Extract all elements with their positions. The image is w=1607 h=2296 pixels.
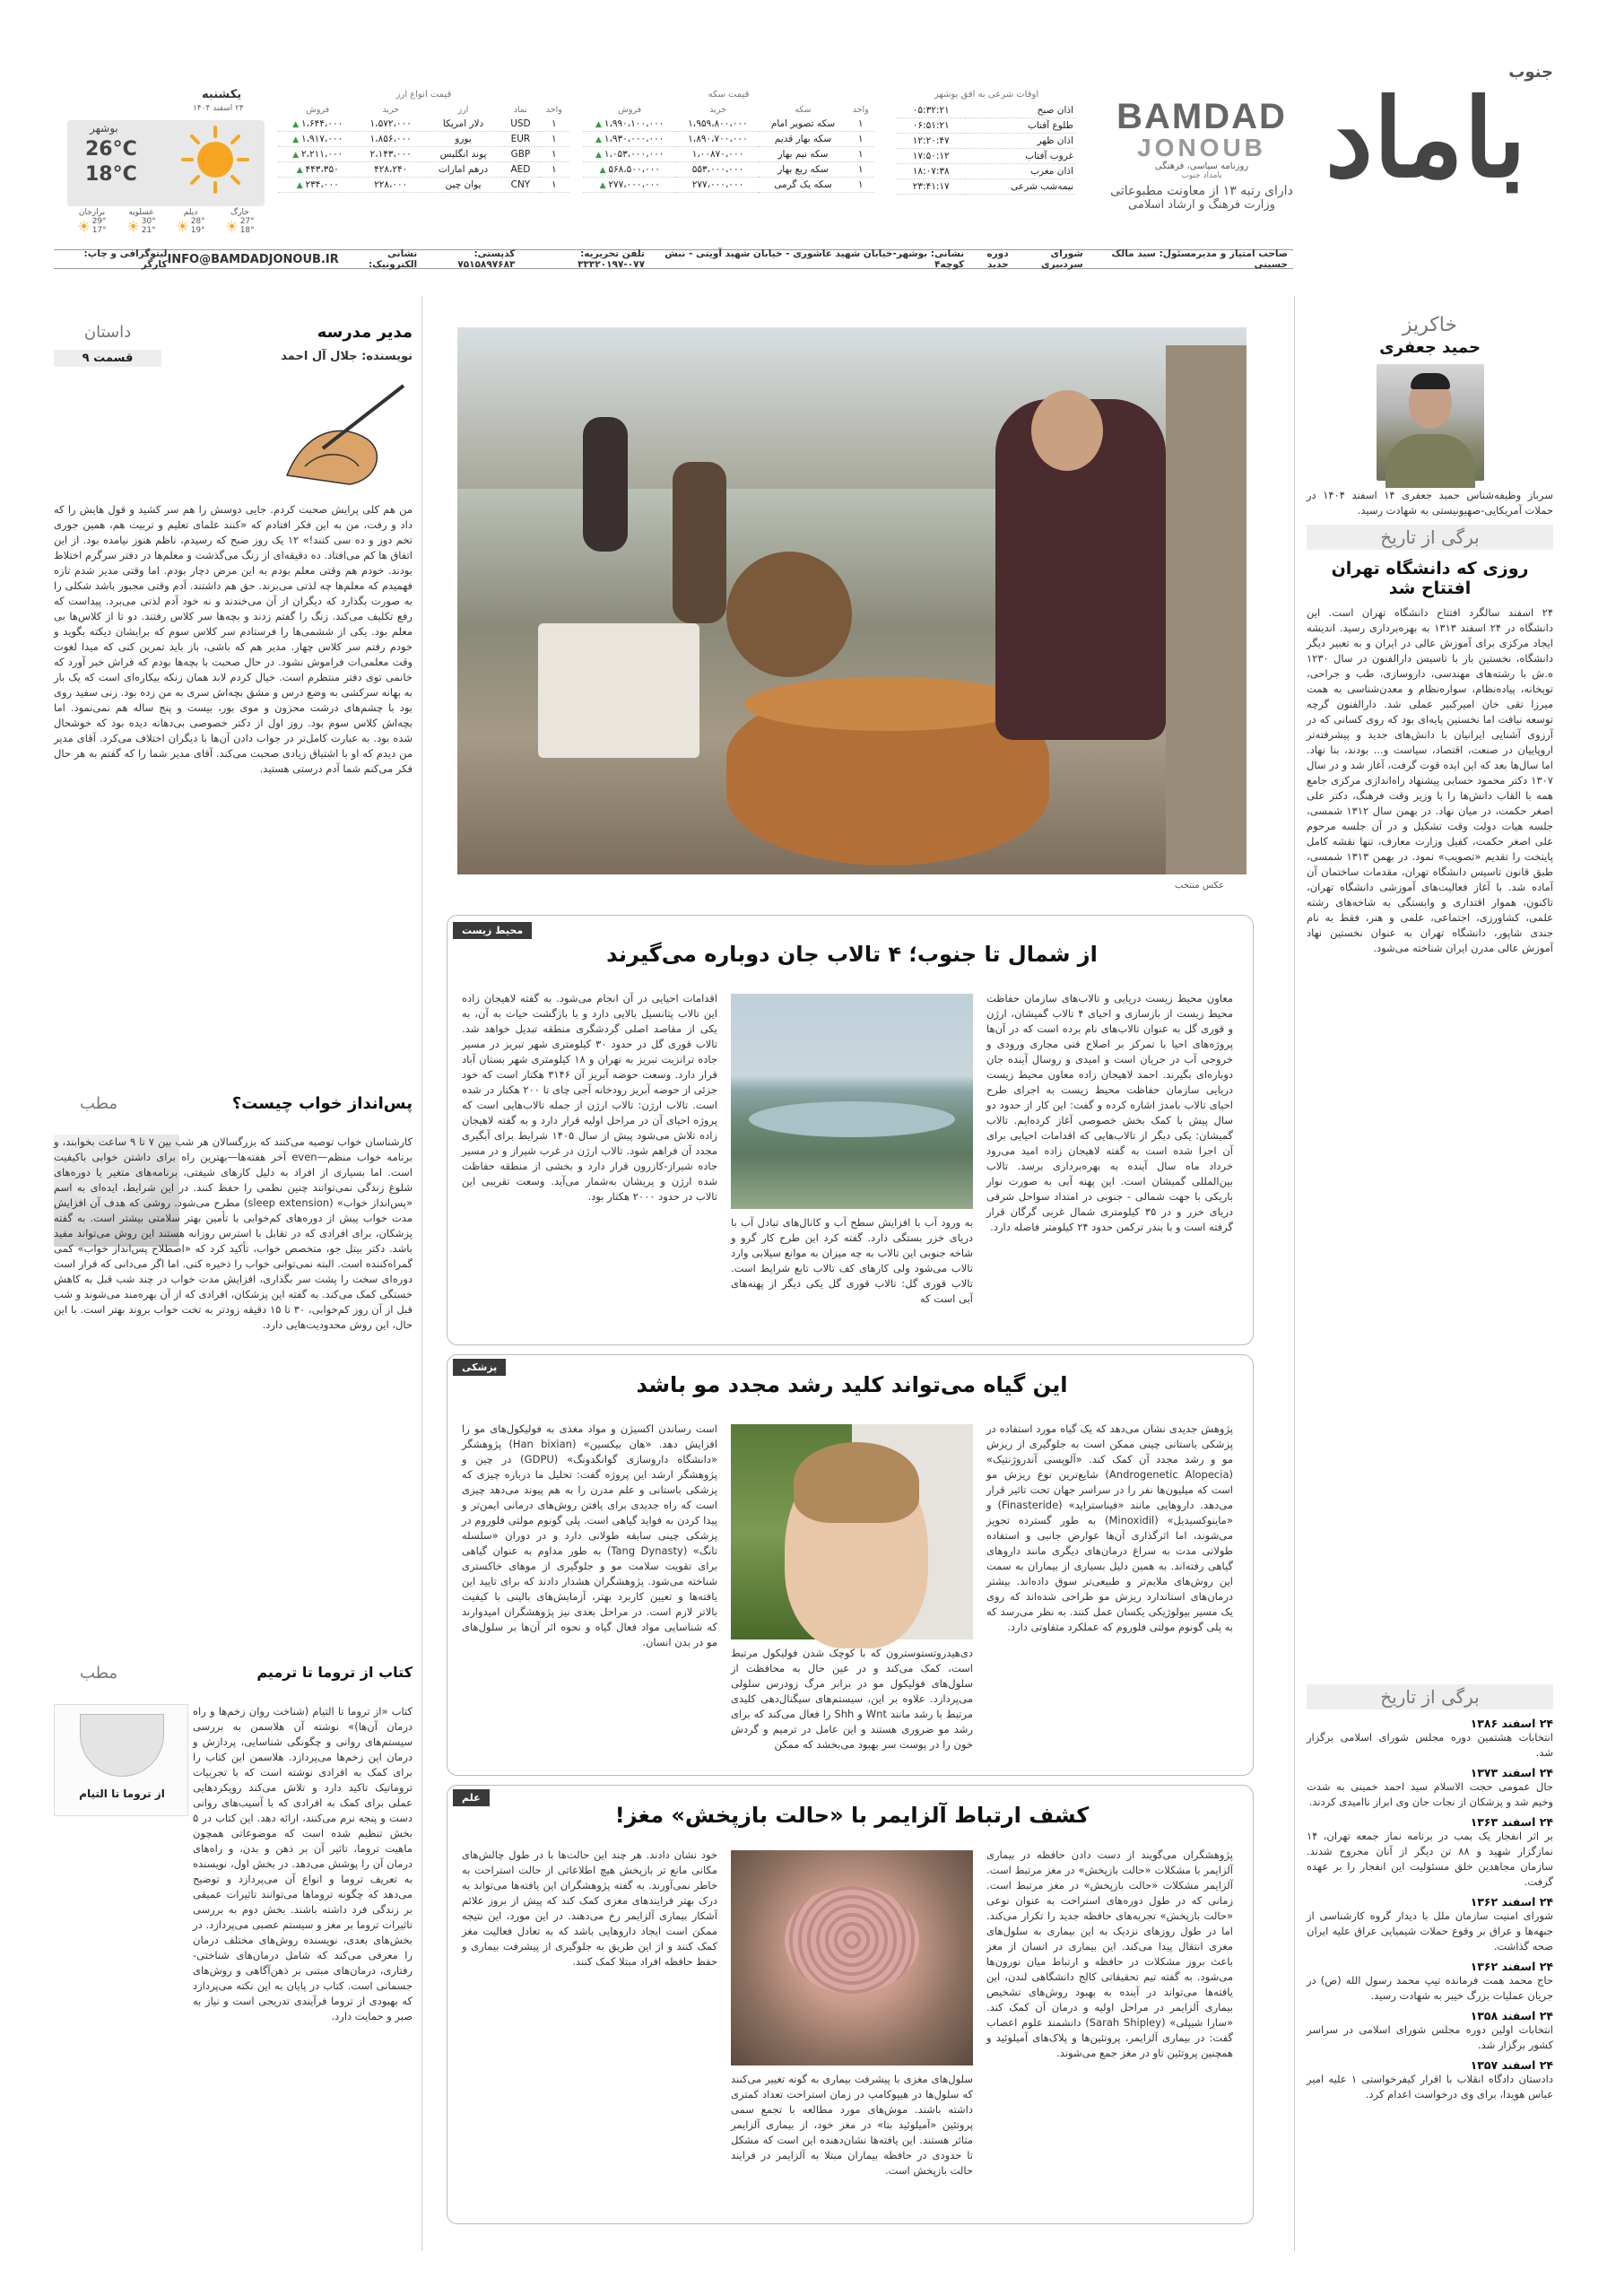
info-print: لیتوگرافی و چاپ: کارگر bbox=[83, 248, 168, 270]
sun-icon: ☀ bbox=[126, 217, 140, 235]
table-cell: ۲۲۸،۰۰۰ bbox=[357, 178, 423, 193]
divider bbox=[1294, 296, 1295, 2251]
history1-section bbox=[1307, 525, 1553, 1686]
history1-title1: روزی که دانشگاه تهران bbox=[1331, 559, 1529, 578]
coin-prices-table bbox=[583, 103, 874, 193]
table-cell: ۲۷۷،۰۰۰،۰۰۰ bbox=[676, 178, 759, 193]
history-item-text: حاج محمد همت فرمانده تیپ محمد رسول الله (ص) در جریان عملیات بزرگ خیبر به شهادت رسید. bbox=[1307, 1974, 1553, 2002]
table-cell: EUR bbox=[502, 132, 539, 147]
history-item-date: ۲۴ اسفند ۱۳۶۲ bbox=[1470, 1960, 1553, 1973]
table-cell: ۱،۶۴۴،۰۰۰ ▲ bbox=[278, 117, 357, 132]
history-item bbox=[1307, 2058, 1553, 2102]
history2-heading: برگی از تاریخ bbox=[1307, 1684, 1553, 1709]
memorial-section bbox=[1307, 314, 1553, 518]
history-item-date: ۲۴ اسفند ۱۳۷۳ bbox=[1470, 1766, 1553, 1779]
table-cell: ۱،۸۹۰،۷۰۰،۰۰۰ bbox=[676, 132, 759, 147]
info-period: دوره جدید bbox=[986, 248, 1009, 270]
book-text-cont bbox=[54, 1825, 413, 2224]
env-col2: به ورود آب با افزایش سطح آب و کانال‌های تبادل آب با دریای خزر بستگی دارد. گفته کرد این طرح کار گرو و شاخه جنوبی این تالاب به چه میزان به موانع سیلابی وارد تالاب می‌شود ولی کارهای کف تالاب تابع شرایط است. تالاب قوری گل: تالاب قوری گل یکی دیگر از پهنه‌های آبی است که bbox=[731, 1216, 973, 1305]
weather-low: 18°C bbox=[85, 163, 137, 186]
story-heading: داستان bbox=[83, 323, 132, 342]
table-cell: سکه یک گرمی bbox=[759, 178, 847, 193]
table-cell: سکه ربع بهار bbox=[759, 162, 847, 178]
table-cell: ۱ bbox=[847, 132, 874, 147]
weather-city: بوشهر bbox=[90, 122, 118, 135]
weather-box bbox=[67, 88, 265, 240]
main-photo bbox=[457, 327, 1247, 874]
sun-icon: ☀ bbox=[225, 217, 239, 235]
forecast-item bbox=[225, 208, 254, 244]
table-cell: سکه تصویر امام bbox=[759, 117, 847, 132]
masthead-subtitle bbox=[1094, 161, 1309, 212]
book-cover bbox=[54, 1704, 188, 1816]
history-item bbox=[1307, 2009, 1553, 2053]
prayer-label: غروب آفتاب bbox=[965, 149, 1076, 164]
table-cell: ۵۵۳،۰۰۰،۰۰۰ bbox=[676, 162, 759, 178]
info-postal: کدپستی: ۷۵۱۵۸۹۷۶۸۳ bbox=[457, 248, 516, 270]
table-cell: ۱،۹۹۰،۱۰۰،۰۰۰ ▲ bbox=[583, 117, 676, 132]
table-cell: AED bbox=[502, 162, 539, 178]
forecast-low: 21° bbox=[141, 226, 156, 235]
currency-prices-title: قیمت انواع ارز bbox=[395, 90, 452, 100]
table-cell: دلار امریکا bbox=[424, 117, 502, 132]
table-row bbox=[583, 117, 874, 132]
health-title: این گیاه می‌تواند کلید رشد مجدد مو باشد bbox=[636, 1372, 1068, 1397]
history-item-date: ۲۴ اسفند ۱۳۵۷ bbox=[1470, 2058, 1553, 2072]
prayer-times-title: اوقات شرعی به افق بوشهر bbox=[934, 90, 1039, 100]
prayer-row bbox=[897, 118, 1076, 134]
subtitle-2: بامداد جنوب bbox=[1181, 171, 1222, 180]
arrow-up-icon: ▲ bbox=[292, 151, 301, 160]
history2-section bbox=[1307, 1684, 1553, 2108]
env-photo bbox=[731, 994, 973, 1209]
history2-list bbox=[1307, 1717, 1553, 2102]
forecast-row bbox=[67, 208, 265, 244]
column-header: واحد bbox=[852, 105, 869, 115]
divider bbox=[421, 296, 422, 2251]
history-item-text: حال عمومی حجت الاسلام سید احمد خمینی به شدت وخیم شد و پزشکان از نجات جان وی ابراز ناامیدی کردند. bbox=[1307, 1780, 1553, 1808]
forecast-city: خارگ bbox=[230, 208, 249, 217]
info-owner: صاحب امتیاز و مدیرمسئول: سید مالک حسینی bbox=[1111, 248, 1288, 270]
table-cell: ۱،۰۵۳،۰۰۰،۰۰۰ ▲ bbox=[583, 147, 676, 162]
table-row bbox=[583, 147, 874, 162]
table-cell: ۲۷۷،۰۰۰،۰۰۰ ▲ bbox=[583, 178, 676, 193]
history1-text: ۲۴ اسفند سالگرد افتتاح دانشگاه تهران است. این دانشگاه در ۲۴ اسفند ۱۳۱۳ به بهره‌برداری رسید. اندیشه ایجاد مرکزی برای آموزش عالی در ایران و به تعبیر دیگر دانشگاه، نخستین بار با تاسیس دارالفنون در سال ۱۲۳۰ ه.ش با رشته‌های مهندسی، داروسازی، طب و جراحی، توپخانه، پیاده‌نظام، سواره‌نظام و معدن‌شناسی به همت میرزا تقی خان امیرکبیر عملی شد. دارالفنون گرچه توسعه نیافت اما نخستین پایه‌ای بود که روی کسانی که در آرزوی آشنایی ایرانیان با دانش‌های جدید و پیشرفته‌تر اروپاییان در صنعت، اقتصاد، سیاست و... بودند، بنا نهاد. اما سال‌ها بعد که این ایده قوت گرفت، آغاز شد و در سال ۱۳۰۷ دکتر محمود حسابی پیشنهاد راه‌اندازی مرکزی جامع همه با القاب دانش‌ها را با وزیر وقت فرهنگ، دکتر علی اصغر حکمت، در میان نهاد. در بهمن سال ۱۳۱۲ شمسی، جلسه هیات دولت وقت تشکیل و در آن جلسه مرحوم علی اصغر حکمت، کفیل وزارت معارف، تنها نقشه کامل پایتخت را تقدیم «تصویب» نمود. در بهمن ۱۳۱۳ شمسی، طبق قانون تاسیس دانشگاه تهران، مقدمات ساختمان آن آماده شد. با آغاز فعالیت‌های آموزشی دانشگاه تهران، تاکنون، هموار اقتداری و وابستگی به شاخه‌های رشته علمی، کشاورزی، اجتماعی، علمی و هنر، فقط به نام جندی شاپور، دانشگاه تهران به عنوان نخستین نهاد آموزش عالی مدرن ایران شناخته می‌شود. bbox=[1307, 606, 1553, 954]
info-email-label: نشانی الکترونیک: bbox=[368, 248, 418, 270]
table-cell: ۱ bbox=[847, 147, 874, 162]
table-cell: USD bbox=[502, 117, 539, 132]
forecast-high: 29° bbox=[91, 217, 107, 226]
column-header: واحد bbox=[545, 105, 562, 115]
forecast-low: 18° bbox=[239, 226, 255, 235]
table-cell: ۱ bbox=[539, 117, 569, 132]
table-row bbox=[583, 178, 874, 193]
prayer-label: اذان مغرب bbox=[965, 164, 1076, 179]
prayer-row bbox=[897, 134, 1076, 149]
table-cell: ۱ bbox=[539, 162, 569, 178]
env-title: از شمال تا جنوب؛ ۴ تالاب جان دوباره می‌گیرند bbox=[606, 942, 1098, 967]
info-editor: شورای سردبیری bbox=[1041, 248, 1083, 270]
coin-prices-title: قیمت سکه bbox=[708, 90, 750, 100]
story-part: قسمت ۹ bbox=[54, 350, 161, 367]
science-title: کشف ارتباط آلزایمر با «حالت بازپخش» مغز! bbox=[614, 1803, 1090, 1828]
table-cell: ۱ bbox=[847, 117, 874, 132]
table-cell: ۱،۹۳۰،۰۰۰،۰۰۰ ▲ bbox=[583, 132, 676, 147]
prayer-time: ۰۶:۵۱:۲۱ bbox=[897, 118, 965, 134]
science-col3: خود نشان دادند. هر چند این حالت‌ها با در طول چالش‌های مکانی مانع تر بازپخش هیچ اطلاعاتی از حالت استراحت به خاطر نمی‌آورند. به گفته پژوهشگران این یافته‌ها می‌تواند به درک بهتر فرایندهای مغزی کمک کند که پیش از بروز علائم آشکار بیماری آلزایمر رخ می‌دهند. در این مورد، این نتیجه ممکن است ایجاد داروهایی باشد که به تعادل فعالیت مغز کمک کنند و از این طریق به جلوگیری از پیشرفت بیماری و حفظ حافظه افراد مبتلا کمک کنند. bbox=[462, 1848, 717, 1968]
env-col3: اقدامات احیایی در آن انجام می‌شود. به گفته لاهیجان زاده این تالاب پتانسیل بالایی دارد و با بازگشت حیات به آن، به یکی از مقاصد اصلی گردشگری منطقه تبدیل خواهد شد. تالاب قوری گل در حدود ۳۰ کیلومتری شهر تبریز در مسیر جاده ترانزیت تبریز به تهران و ۱۸ کیلومتری شهر بستان آباد قرار دارد. وسعت حوضه آبریز آن ۳۱۴۶ هکتار است که خود جزئی از حوضه آبریز رودخانه آجی چای تا ۲۰۰ هکتار در شده است. تالاب ارژن: تالاب ارژن از جمله تالاب‌هایی است که پروژه احیای آن در مراحل اولیه قرار دارد و به گفته لاهیجان زاده تلاش می‌شود پیش از سال ۱۴۰۵ شرایط برای آبگیری مجدد آن فراهم شود. تالاب ارژن در غرب شیراز و در مسیر جاده شیراز-کازرون قرار دارد و بخشی از منطقه حفاظت شده ارژن و پریشان به‌شمار می‌آید. وسعت تقریبی این تالاب در حدود ۲۰۰۰ هکتار بود. bbox=[462, 992, 718, 1203]
table-cell: GBP bbox=[502, 147, 539, 162]
table-row bbox=[583, 162, 874, 178]
history-item bbox=[1307, 1766, 1553, 1810]
prayer-label: اذان صبح bbox=[965, 103, 1076, 118]
science-col1: پژوهشگران می‌گویند از دست دادن حافظه در بیماری آلزایمر با مشکلات «حالت بازپخش» در مغز مرتبط است. آلزایمر مشکلات «حالت بازپخش» در مغز مرتبط است. زمانی که در طول دوره‌های استراحت به عنوان نوعی «حالت بازپخش» تجربه‌های حافظه جدید را تکرار می‌کند. اما در طول روزهای نزدیک به این بیماری به سلول‌های مغزی انتقال پیدا می‌کند. این بیماری در انسان از مغز باعث بروز مشکلات در حافظه و ارتباط میان نورون‌ها می‌شود. به گفته تیم تحقیقاتی کالج دانشگاهی لندن، این یافته‌ها می‌تواند در آینده به بهبود روش‌های تشخیص بیماری آلزایمر در مراحل اولیه و درمان آن کمک کند. «سارا شیپلی» (Sarah Shipley) دانشمند علوم اعصاب گفت: در بیماری آلزایمر، پروتئین‌ها و پلاک‌های آمیلوئید و همچنین پروتئین تاو در مغز جمع می‌شوند. bbox=[986, 1848, 1233, 2059]
memorial-heading: خاکریز bbox=[1402, 314, 1458, 336]
table-cell: ۱،۸۵۶،۰۰۰ bbox=[357, 132, 423, 147]
info-phone: تلفن تحریریه: ۰۷۷-۳۳۳۲۰۱۹۷ bbox=[578, 248, 645, 270]
history-item-date: ۲۴ اسفند ۱۳۶۲ bbox=[1470, 1895, 1553, 1909]
table-cell: ۱ bbox=[539, 132, 569, 147]
arrow-up-icon: ▲ bbox=[599, 166, 609, 175]
history-item-text: شورای امنیت سازمان ملل با دیدار گروه کارشناسی از جبهه‌ها و عراق بر وقوع حملات شیمیایی عراق علیه ایران صحه گذاشت. bbox=[1307, 1909, 1553, 1952]
history-item bbox=[1307, 1815, 1553, 1890]
forecast-high: 27° bbox=[239, 217, 255, 226]
prayer-time: ۱۷:۵۰:۱۲ bbox=[897, 149, 965, 164]
column-header: ارز bbox=[457, 105, 469, 115]
sleep-heading: مطب bbox=[79, 1094, 118, 1113]
memorial-photo bbox=[1377, 364, 1484, 481]
prayer-row bbox=[897, 164, 1076, 179]
table-cell: ۴۴۳،۳۵۰ ▲ bbox=[278, 162, 357, 178]
info-address: نشانی: بوشهر-خیابان شهید عاشوری - خیابان شهید آویتی - نبش کوچه۴ bbox=[665, 248, 965, 270]
table-cell: ۱،۹۱۷،۰۰۰ ▲ bbox=[278, 132, 357, 147]
table-cell: ۱ bbox=[847, 162, 874, 178]
table-cell: ۱،۹۵۹،۸۰۰،۰۰۰ bbox=[676, 117, 759, 132]
prayer-row bbox=[897, 149, 1076, 164]
history-item-text: انتخابات اولین دوره مجلس شورای اسلامی در سراسر کشور برگزار شد. bbox=[1307, 2023, 1553, 2051]
book-cover-title: از تروما تا التیام bbox=[79, 1787, 165, 1800]
logo-fa: باماد bbox=[1325, 75, 1526, 202]
sleep-title: پس‌انداز خواب چیست؟ bbox=[231, 1094, 413, 1113]
weather-day: یکشنبه bbox=[202, 88, 242, 101]
table-cell: ۱،۵۷۲،۰۰۰ bbox=[357, 117, 423, 132]
health-col2: دی‌هیدروتستوسترون که با کوچک شدن فولیکول مرتبط است، کمک می‌کند و در عین حال به محافظت از سلول‌های فولیکول مو در برابر مرگ زودرس سلولی می‌پردازد. علاوه بر این، سیستم‌های سیگنال‌دهی کلیدی مرتبط با رشد مانند Wnt و Shh را فعال می‌کند که برای رشد مو ضروری هستند و این عامل در ترمیم و گردش خون را در پوست سر بهبود می‌بخشد که ممکن bbox=[731, 1647, 973, 1751]
story-text: من هم کلی پرایش صحبت کردم. جایی دوسش را هم سر کشید و قول هایش را که داد و رفت، من به این فکر افتادم که «کنند علمای تعلیم و تربیت هم، همین جوری تخم دوز و ده سی کنند!» ۱۲ یک روز صبح که رسیدم، ناظم هنوز نیامده بود. از این اتفاق ها کم می‌افتاد. ده دقیقه‌ای از زنگ می‌گذشت و معلم‌ها در دفتر سرگرم اختلاط بودند. خودم هم وقتی معلم بودم به این مرض دچار بودم. اما وقتی مدیر شدم تازه فهمیدم که معلم‌ها چه لذتی می‌برند. حق هم داشتند. آدم وقتی مجبور باشد شکلی را به صورت بگذارد که دیگران از آن می‌خندند و نه خود آدم لذتی می‌برد. پیداست که رفع تکلیف می‌کند. زنگ را گفتم زدند و بچه‌ها سر کلاس رفتند. دو تا از کلاس‌ها بی معلم بود. یکی از ششمی‌ها را فرستادم سر کلاس سوم که برایشان دیکته بگوید و خودم رفتم سر کلاس چهار. مدیر هم که باشی، باز باید تمرین کنی که میدا لغوت وقت معلمی‌ات فراموش نشود. در حال صحبت با بچه‌ها بودم که فراش خبر آورد که خانمی توی دفتر منتظرم است. خیال کردم لابد همان زنکه بیکاره‌ای است که یک بار به بهانه سرکشی به وضع درس و مشق بچه‌اش سری به من زده بود. زنی سفید روی بود با چشم‌های درشت محزون و موی بور، بیست و پنج ساله هم نمی‌نمود. اما بچه‌اش کلاس سوم بود. روز اول از دکتر خصوصی بی‌دهانه دیده بود که خوشحال شده بود. به عبارت کامل‌تر در جواب دادن آن‌ها با دیگران اختلاف می‌کرد. آقای مدیر من دیدم که او با اشتیاق زیادی صحبت می‌کند. آقای مدیر شما را که گفتم به هر حال فکر می‌کنم شما آدم درستی هستید. bbox=[54, 503, 413, 775]
history-item bbox=[1307, 1717, 1553, 1761]
sun-icon: ☀ bbox=[176, 217, 189, 235]
table-cell: سکه نیم بهار bbox=[759, 147, 847, 162]
book-heading: مطب bbox=[79, 1664, 118, 1683]
history1-title2: افتتاح شد bbox=[1388, 578, 1472, 598]
sun-icon: ☀ bbox=[77, 217, 91, 235]
table-row bbox=[278, 178, 569, 193]
masthead bbox=[1293, 54, 1553, 260]
column-header: فروش bbox=[306, 105, 330, 115]
history-item bbox=[1307, 1895, 1553, 1954]
prayer-label: نیمه‌شب شرعی bbox=[965, 179, 1076, 195]
main-photo-caption: عکس منتخب bbox=[1175, 881, 1225, 891]
table-row bbox=[583, 132, 874, 147]
forecast-low: 19° bbox=[190, 226, 205, 235]
story-title: مدیر مدرسه bbox=[317, 323, 413, 342]
column-header: فروش bbox=[618, 105, 642, 115]
memorial-text: سرباز وظیفه‌شناس حمید جعفری ۱۴ اسفند ۱۴۰۴ در حملات آمریکایی-صهیونیستی به شهادت رسید. bbox=[1307, 489, 1553, 517]
arrow-up-icon: ▲ bbox=[595, 151, 604, 160]
logo-en-bottom: JONOUB bbox=[1137, 134, 1266, 161]
forecast-city: عسلویه bbox=[128, 208, 154, 217]
currency-prices-table bbox=[278, 103, 569, 193]
table-cell: ۲،۲۱۱،۰۰۰ ▲ bbox=[278, 147, 357, 162]
health-col3: است رساندن اکسیژن و مواد مغذی به فولیکول‌های مو را افزایش دهد. «هان بیکسین» (Han bixian) پژوهشگر «دانشگاه داروسازی گوانگدونگ» (GDPU) در چین و پژوهشگر ارشد این پروژه گفت: تحلیل ما درباره چیزی که پزشکی باستانی و علم مدرن را به هم پیوند می‌دهد چیزی است که راه جدیدی برای یافتن روش‌های درمانی ایمن‌تر و پیدا کردن به فواید گیاهی است. پلی گونوم مولتی فلوروم در پزشکی چینی سابقه طولانی دارد و در دوران «سلسله تانگ» (Tang Dynasty) به طور مداوم به عنوان گیاهی برای تقویت سلامت مو و جلوگیری از موهای خاکستری شناخته می‌شود. پژوهشگران هشدار دادند که برای تایید این یافته‌ها و تعیین کاربرد بهتر، آزمایش‌های بالینی با کیفیت بالاتر لازم است. در مراحل بعدی نیز پژوهشگران امیدوارند که شناسایی مواد فعال گیاه و نحوه اثر آن‌ها بر سلول‌های مو در بدن انسان. bbox=[462, 1422, 717, 1648]
prayer-time: ۱۲:۲۰:۴۷ bbox=[897, 134, 965, 149]
forecast-city: دیلم bbox=[183, 208, 198, 217]
memorial-name: حمید جعفری bbox=[1379, 338, 1481, 357]
history-item-text: دادستان دادگاه انقلاب با اقرار کیفرخواستی ۱ علیه امیر عباس هویدا، برای وی درخواست اعدام کرد. bbox=[1307, 2073, 1553, 2100]
weather-high: 26°C bbox=[85, 138, 137, 161]
coin-prices bbox=[583, 90, 874, 193]
science-tag: علم bbox=[453, 1789, 490, 1806]
prayer-label: طلوع آفتاب bbox=[965, 118, 1076, 134]
prayer-label: اذان ظهر bbox=[965, 134, 1076, 149]
table-cell: CNY bbox=[502, 178, 539, 193]
logo-en bbox=[1112, 99, 1291, 161]
arrow-up-icon: ▲ bbox=[296, 166, 306, 175]
env-tag: محیط زیست bbox=[453, 922, 532, 939]
forecast-high: 28° bbox=[190, 217, 205, 226]
table-cell: ۱ bbox=[539, 147, 569, 162]
prayer-row bbox=[897, 179, 1076, 195]
table-row bbox=[278, 162, 569, 178]
currency-prices bbox=[278, 90, 569, 193]
license-1: دارای رتبه ۱۳ از معاونت مطبوعاتی bbox=[1110, 184, 1293, 198]
forecast-item bbox=[176, 208, 204, 244]
forecast-item bbox=[126, 208, 155, 244]
prayer-row bbox=[897, 103, 1076, 118]
arrow-up-icon: ▲ bbox=[595, 120, 604, 129]
weather-date: ۲۴ اسفند ۱۴۰۴ bbox=[193, 104, 244, 113]
table-cell: ۲،۱۴۳،۰۰۰ bbox=[357, 147, 423, 162]
arrow-up-icon: ▲ bbox=[599, 181, 609, 190]
subtitle-1: روزنامه سیاسی، فرهنگی bbox=[1154, 161, 1249, 171]
info-email[interactable]: INFO@BAMDADJONOUB.IR bbox=[167, 252, 339, 266]
arrow-up-icon: ▲ bbox=[292, 120, 301, 129]
history-item-date: ۲۴ اسفند ۱۳۵۸ bbox=[1470, 2009, 1553, 2022]
table-cell: درهم امارات bbox=[424, 162, 502, 178]
table-row bbox=[278, 117, 569, 132]
prayer-time: ۲۳:۴۱:۱۷ bbox=[897, 179, 965, 195]
table-cell: ۱ bbox=[539, 178, 569, 193]
table-cell: ۱ bbox=[847, 178, 874, 193]
table-cell: یورو bbox=[424, 132, 502, 147]
table-row bbox=[278, 147, 569, 162]
prayer-times-table bbox=[897, 103, 1076, 195]
license-2: وزارت فرهنگ و ارشاد اسلامی bbox=[1128, 198, 1275, 212]
table-cell: ۴۲۸،۲۴۰ bbox=[357, 162, 423, 178]
table-row bbox=[278, 132, 569, 147]
column-header: نماد bbox=[513, 105, 528, 115]
forecast-item bbox=[77, 208, 106, 244]
env-col1: معاون محیط زیست دریایی و تالاب‌های سازمان حفاظت محیط زیست از بازسازی و احیای ۴ تالاب گمیشان، ارژن و قوری گل به عنوان تالاب‌های نام برده است که در آن‌ها پروژه‌های احیا با تمرکز بر اصلاح فنی مجاری ورودی و خروجی آب در جریان است و امیدی و روسال آینده جان دوباره‌ای بگیرند. احمد لاهیجان زاده معاون محیط زیست دریایی سازمان حفاظت محیط زیست به اجرای طرح احیای تالاب بامدژ اشاره کرده و گفت: این کار از حدود دو سال پیش با کمک بخش خصوصی آغاز کرده‌ایم. تالاب گمیشان: یکی دیگر از تالاب‌هایی که اقدامات احیایی برای آن اجرا شده است به گفته لاهیجان زاده امید می‌رود خرداد ماه سال آینده به بهره‌برداری برسد. تالاب بین‌المللی گمیشان است. این پهنه آبی به صورت نوار باریکی با جهت شمالی - جنوبی در امتداد سواحل شرقی دریای خزر و در ۳۵ کیلومتری شمال غربی گرگان قرار گرفته است و با بندر ترکمن حدود ۲۴ کیلومتر فاصله دارد. bbox=[986, 992, 1233, 1233]
prayer-time: ۰۵:۳۲:۲۱ bbox=[897, 103, 965, 118]
column-header: خرید bbox=[709, 105, 726, 115]
column-header: سکه bbox=[795, 105, 812, 115]
sun-icon bbox=[179, 124, 251, 196]
pen-hand-illustration bbox=[269, 377, 413, 493]
sleep-text: کارشناسان خواب توصیه می‌کنند که بزرگسالان هر شب بین ۷ تا ۹ ساعت بخوابند، و برنامه خواب منظم—even آخر هفته‌ها—بهترین راه برای داشتن خوابی باکیفیت است. اما بسیاری از افراد به دلیل کارهای شیفتی، برنامه‌های متغیر یا دوره‌های شلوغ زندگی نمی‌توانند چنین نظمی را حفظ کنند. در این شرایط، ایده‌ای به اسم «پس‌انداز خواب» (sleep extension) مطرح می‌شود. روشی که هدف آن افزایش مدت خواب پیش از دوره‌های کم‌خوابی با تأمین بهتر سلامتی بیشتر است. به گفته پزشکان، برای افرادی که در تقابل با استرس روزانه هستند این روش می‌تواند مفید باشد. دکتر بیتل جو، متخصص خواب، تأکید کرد که «اصطلاح پس‌انداز خواب» کمی گمراه‌کننده است. البته نمی‌توانی خواب را ذخیره کنی. اما اگر می‌دانی که قرار است دوره‌ای سخت را پشت سر بگذاری، افزایش مدت خواب در چند شب قبل به کاهش خستگی کمک می‌کند. به گفته این پزشکان، افرادی که از آن بهره‌مند می‌شوند و شب قبل از آن روز کم‌خوابی، ۳۰ تا ۱۵ دقیقه زودتر به تخت خواب بروند بهتر است. با این حال، این روش محدودیت‌هایی دارد. bbox=[54, 1135, 413, 1331]
book-text: کتاب «از تروما تا التیام (شناخت روان زخم‌ها و راه درمان آن‌ها)» نوشته آن هلاسمن به بررسی سیستم‌های روانی و چگونگی شناسایی، پردازش و درمان این زخم‌ها می‌پردازد. هلاسمن این کتاب را برای کمک به افرادی نوشته است که با تجربیات تروماتیک تاکید دارد و تلاش می‌کند رویکردهایی عملی برای کمک به افرادی که با آسیب‌های روانی دست و پنجه نرم می‌کنند، ارائه دهد. این کتاب در ۵ بخش تنظیم شده است که موضوعاتی همچون ماهیت تروما، تاثیر آن بر ذهن و بدن، و راه‌های درمان آن را پوشش می‌دهد. در بخش اول، نویسنده به تعریف تروما و انواع آن می‌پردازد و توضیح می‌دهد که چگونه تروماها می‌توانند تاثیرات عمیقی بر زندگی فرد داشته باشند. بخش دوم به بررسی تاثیرات تروما بر مغز و سیستم عصبی می‌پردازد. در بخش‌های بعدی، نویسنده روش‌های مختلف درمان را معرفی می‌کند که شامل درمان‌های شناختی-رفتاری، درمان‌های مبتنی بر ذهن‌آگاهی و روش‌های جسمانی است. کتاب در پایان به این نکته می‌پردازد که بهبودی از تروما فرآیندی تدریجی است و نیاز به صبر و حمایت دارد. bbox=[193, 1705, 413, 2022]
table-cell: ۲۳۴،۰۰۰ ▲ bbox=[278, 178, 357, 193]
column-header: خرید bbox=[382, 105, 400, 115]
logo-prefix: جنوب bbox=[1508, 63, 1553, 82]
arrow-up-icon: ▲ bbox=[296, 181, 306, 190]
history-item-date: ۲۴ اسفند ۱۳۶۳ bbox=[1470, 1815, 1553, 1829]
table-cell: پوند انگلیس bbox=[424, 147, 502, 162]
table-cell: ۵۶۸،۵۰۰،۰۰۰ ▲ bbox=[583, 162, 676, 178]
arrow-up-icon: ▲ bbox=[292, 135, 301, 144]
history-item-text: انتخابات هشتمین دوره مجلس شورای اسلامی برگزار شد. bbox=[1307, 1731, 1553, 1759]
table-cell: سکه بهار قدیم bbox=[759, 132, 847, 147]
history-item-text: بر اثر انفجار یک بمب در برنامه نماز جمعه تهران، ۱۴ نمازگزار شهید و ۸۸ تن دیگر از آنان مجروح شدند. سازمان مجاهدین خلق مسئولیت این انفجار را بر عهده گرفت. bbox=[1307, 1830, 1553, 1888]
forecast-low: 17° bbox=[91, 226, 107, 235]
prayer-time: ۱۸:۰۷:۳۸ bbox=[897, 164, 965, 179]
logo-en-top: BAMDAD bbox=[1116, 97, 1287, 136]
table-cell: ۱،۰۰۸۷۰،۰۰۰ bbox=[676, 147, 759, 162]
health-col1: پژوهش جدیدی نشان می‌دهد که یک گیاه مورد استفاده در پزشکی باستانی چینی ممکن است به جلوگیری از ریزش مو و رشد مجدد آن کمک کند. «آلوپسی آندروژنتیک» (Androgenetic Alopecia) شایع‌ترین نوع ریزش مو است که میلیون‌ها نفر را در سراسر جهان تحت تاثیر قرار می‌دهد. داروهایی مانند «فیناستراید» (Finasteride) و «ماینوکسیدیل» (Minoxidil) به طور گسترده تجویز می‌شوند، اما اثرگذاری آن‌ها عوارض جانبی و استفاده طولانی مدت به سراغ درمان‌های دیگری مانند داروهای گیاهی رفته‌اند. به همین دلیل بسیاری از بیماران به سمت این روش‌های ملایم‌تر و طبیعی‌تر سوق داده‌اند. بیشتر درمان‌های استاندارد ریزش مو طراحی شده‌اند که روی یک مسیر بیولوژیکی یکسان عمل کنند. به نظر می‌رسد که به پلی گونوم مولتی فلوروم که عملکرد متفاوتی دارد. bbox=[986, 1422, 1234, 1633]
health-photo bbox=[731, 1424, 973, 1639]
table-cell: یوان چین bbox=[424, 178, 502, 193]
science-photo bbox=[731, 1850, 973, 2066]
history-item-date: ۲۴ اسفند ۱۳۸۶ bbox=[1470, 1717, 1553, 1730]
forecast-city: برازجان bbox=[78, 208, 106, 217]
history1-heading: برگی از تاریخ bbox=[1307, 525, 1553, 550]
health-tag: پزشکی bbox=[453, 1359, 506, 1376]
science-col2: سلول‌های مغزی با پیشرفت بیماری به گونه تغییر می‌کنند که سلول‌ها در هیپوکامپ در زمان استراحت تعداد کمتری داشته باشند. موش‌های مورد مطالعه با تجمع سمی پروتئین «آمیلوئید بتا» در مغز خود، از بیماری آلزایمر متاثر هستند. این یافته‌ها نشان‌دهنده این است که مشکل تا حدودی در حافظه بیماران مبتلا به آلزایمر در فرایند حالت بازپخش است. bbox=[731, 2073, 973, 2177]
history-item bbox=[1307, 1960, 1553, 2004]
forecast-high: 30° bbox=[141, 217, 156, 226]
info-bar bbox=[54, 249, 1293, 269]
book-title: کتاب از تروما تا ترمیم bbox=[256, 1664, 413, 1681]
prayer-times bbox=[897, 90, 1076, 195]
story-author: نویسنده: جلال آل احمد bbox=[281, 350, 413, 363]
arrow-up-icon: ▲ bbox=[595, 135, 604, 144]
